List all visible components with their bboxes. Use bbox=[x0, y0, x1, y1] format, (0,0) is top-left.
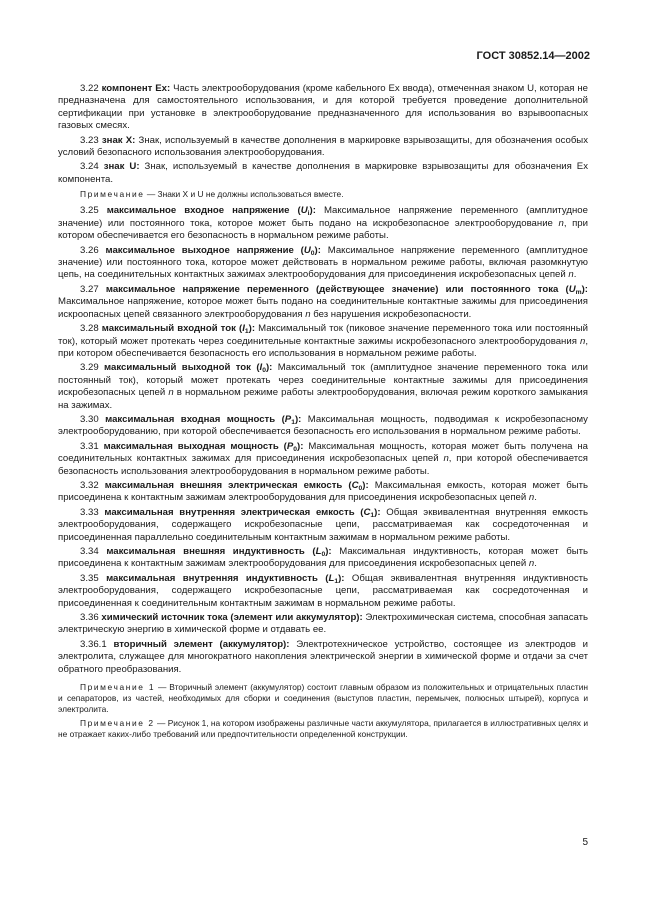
clause-3-31: 3.31 максимальная выходная мощность $(P_0)$: Максимальная мощность, которая может быть получена на соединительных контактных зажимах для присоединения искробезопасных цепей n, при которой обеспечивается безопасность использования электрооборудования в нормальном режиме работы. bbox=[58, 440, 588, 477]
clause-3-22: 3.22 компонент Ex: Часть электрооборудования (кроме кабельного Ex ввода), отмеченная знаком U, которая не предназначена для самостоятельного использования, и для которой требуется проведение дополнительной сертификации при установке в электрооборудование предназначенного для использования во взрывоопасных газовых смесях. bbox=[58, 83, 588, 132]
term: химический источник тока (элемент или аккумулятор): bbox=[101, 612, 363, 624]
term: максимальный выходной ток $(I_0)$: bbox=[104, 362, 273, 375]
term: максимальная внешняя электрическая емкость $(C_0)$: bbox=[104, 479, 369, 492]
clause-3-26: 3.26 максимальное выходное напряжение $(U_0)$: Максимальное напряжение переменного (амплитудное значение) или постоянного тока, которое может действовать в нормальном режиме работы, включая разомкнутую цепь, на соединительных контактных зажимах электрооборудования для присоединения искробезопасных цепей n. bbox=[58, 244, 589, 281]
clause-3-27: 3.27 максимальное напряжение переменного (действующее значение) или постоянного тока $(U_m)$: Максимальное напряжение, которое может быть подано на соединительные контактные зажимы для присоединения искроопасных цепей связанного электрооборудования n без нарушения искробезопасности. bbox=[58, 283, 588, 320]
note-label: Примечание 2 bbox=[80, 717, 155, 728]
term: компонент Ex: bbox=[101, 83, 171, 94]
clause-3-36-1: 3.36.1 вторичный элемент (аккумулятор): Электротехническое устройство, состоящее из электродов и электролита, служащее для многократного накопления электрической энергии в химической форме и отдачи за счет обратного преобразования. bbox=[58, 638, 588, 675]
term: максимальное входное напряжение $(U_i)$: bbox=[106, 205, 316, 218]
note-label: Примечание bbox=[80, 189, 145, 200]
term: знак X: bbox=[101, 134, 136, 146]
document-body bbox=[58, 83, 588, 745]
clause-3-23: 3.23 знак X: Знак, используемый в качестве дополнения в маркировке взрывозащиты, для обозначения особых условий безопасного использования электрооборудования. bbox=[58, 134, 589, 159]
term: знак U: bbox=[103, 161, 140, 173]
note-markings: Примечание — Знаки X и U не должны использоваться вместе. bbox=[80, 189, 344, 200]
clause-3-34: 3.34 максимальная внешняя индуктивность $(L_0)$: Максимальная индуктивность, которая может быть присоединена к контактным зажимам электрооборудования для присоединения искробезопасных цепей n. bbox=[58, 546, 589, 570]
term: максимальная входная мощность $(P_1)$: bbox=[105, 413, 302, 426]
term: максимальная внутренняя электрическая емкость $(C_1)$: bbox=[104, 506, 381, 519]
clause-3-30: 3.30 максимальная входная мощность $(P_1)$: Максимальная мощность, подводимая к искробезопасному электрооборудованию, при которой обеспечивается безопасность его использования в нормальном режиме работы. bbox=[58, 413, 588, 438]
clause-3-36: 3.36 химический источник тока (элемент или аккумулятор): Электрохимическая система, способная запасать электрическую энергию в химической форме и отдавать ее. bbox=[58, 612, 589, 636]
clause-3-35: 3.35 максимальная внутренняя индуктивность $(L_1)$: Общая эквивалентная внутренняя индуктивность электрооборудования, содержащего искробезопасные цепи, рассматриваемая как сосредоточенная и присоединенная к соединительным контактным зажимам в нормальном режиме работы. bbox=[58, 572, 589, 609]
term: максимальное выходное напряжение $(U_0)$: bbox=[105, 244, 321, 257]
page-number: 5 bbox=[582, 837, 588, 848]
note-label: Примечание 1 bbox=[80, 682, 156, 693]
clause-3-29: 3.29 максимальный выходной ток $(I_0)$: Максимальный ток (амплитудное значение переменного тока или постоянный ток), который может протекать через соединительные контактные зажимы для присоединения искробезопасных цепей n в нормальном режиме работы электрооборудования, включая режим короткого замыкания на зажимах. bbox=[58, 362, 588, 411]
note-1: Примечание 1 — Вторичный элемент (аккумулятор) состоит главным образом из положительных и отрицательных пластин и сепараторов, из частей, необходимых для сборки и соединения (выступов пластин, перемычек, полюсных штырей), корпуса и электролита. bbox=[58, 682, 588, 715]
clause-3-33: 3.33 максимальная внутренняя электрическая емкость $(C_1)$: Общая эквивалентная внутренняя емкость электрооборудования, содержащего искробезопасные цепи, рассматриваемая как сосредоточенная и присоединенная параллельно соединительным контактным зажимам в нормальном режиме работы. bbox=[58, 506, 589, 543]
term: вторичный элемент (аккумулятор): bbox=[113, 638, 290, 650]
term: максимальная внутренняя индуктивность $(L_1)$: bbox=[106, 572, 345, 585]
term: максимальная внешняя индуктивность $(L_0)$: bbox=[106, 546, 332, 559]
term: максимальное напряжение переменного (действующее значение) или постоянного тока $(U_m)$: bbox=[105, 283, 588, 296]
clause-3-25: 3.25 максимальное входное напряжение $(U_i)$: Максимальное напряжение переменного (амплитудное значение) или постоянного тока, которое может быть подано на искробезопасное электрооборудование n, при котором обеспечивается его безопасность в нормальном режиме работы. bbox=[58, 205, 588, 242]
note-2: Примечание 2 — Рисунок 1, на котором изображены различные части аккумулятора, прилагается в иллюстративных целях и не отражает каких-либо требований или предпочтительности определенной конструкции. bbox=[58, 717, 588, 739]
standard-designation: ГОСТ 30852.14—2002 bbox=[476, 50, 590, 62]
clause-3-32: 3.32 максимальная внешняя электрическая емкость $(C_0)$: Максимальная емкость, которая может быть присоединена к контактным зажимам электрооборудования для присоединения искробезопасных цепей n. bbox=[58, 479, 588, 504]
clause-3-24: 3.24 знак U: Знак, используемый в качестве дополнения в маркировке взрывозащиты для обозначения Ex компонента. bbox=[58, 161, 589, 185]
term: максимальный входной ток $(I_1)$: bbox=[101, 323, 256, 336]
clause-3-28: 3.28 максимальный входной ток $(I_1)$: Максимальный ток (пиковое значение переменного тока или постоянный ток), который может протекать через соединительные контактные зажимы искробезопасного электрооборудования n, при котором обеспечивается безопасность его использования в нормальном режиме работы. bbox=[58, 323, 588, 359]
term: максимальная выходная мощность $(P_0)$: bbox=[103, 440, 304, 453]
